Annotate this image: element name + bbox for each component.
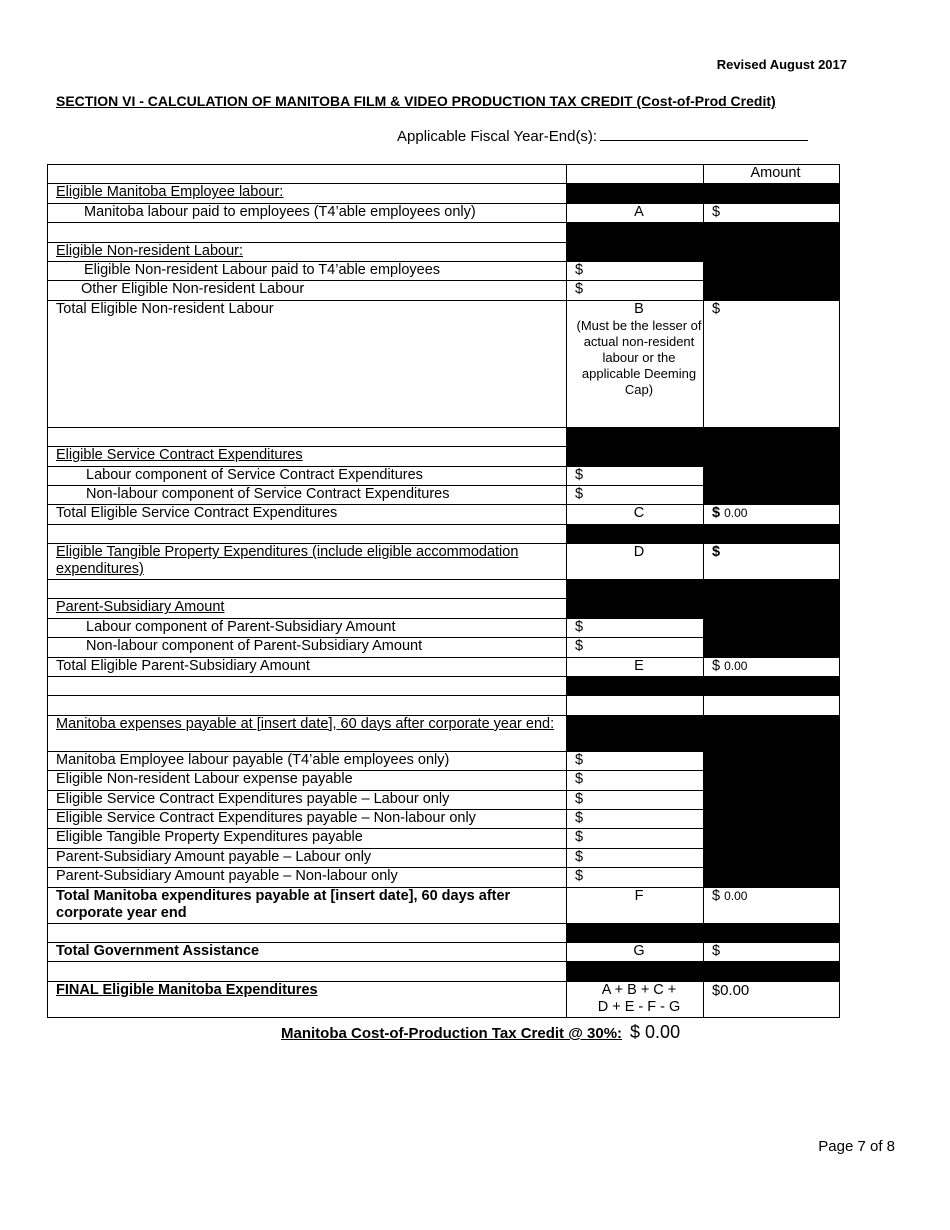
code-g: G bbox=[567, 942, 704, 961]
spacer-row bbox=[48, 696, 840, 715]
non-resident-heading: Eligible Non-resident Labour: bbox=[48, 242, 567, 261]
spacer-row bbox=[48, 524, 840, 543]
section-title: SECTION VI - CALCULATION OF MANITOBA FILM & VIDEO PRODUCTION TAX CREDIT (Cost-of-Prod Credit) bbox=[56, 93, 776, 109]
service-contract-total-label: Total Eligible Service Contract Expenditures bbox=[48, 505, 567, 524]
fiscal-year-end-blank[interactable] bbox=[600, 128, 808, 141]
payable-amount[interactable]: $ bbox=[567, 790, 704, 809]
tangible-property-label: Eligible Tangible Property Expenditures (include eligible accommodation expenditures) bbox=[48, 544, 567, 580]
service-contract-heading: Eligible Service Contract Expenditures bbox=[48, 447, 567, 466]
payable-amount[interactable]: $ bbox=[567, 809, 704, 828]
payable-label: Eligible Service Contract Expenditures payable – Labour only bbox=[48, 790, 567, 809]
table-row bbox=[48, 242, 840, 261]
payables-total-amount[interactable]: $ 0.00 bbox=[704, 887, 840, 923]
code-d: D bbox=[567, 544, 704, 580]
table-row bbox=[48, 981, 840, 1017]
table-row bbox=[48, 848, 840, 867]
page-number: Page 7 of 8 bbox=[818, 1138, 895, 1155]
payable-label: Eligible Tangible Property Expenditures payable bbox=[48, 829, 567, 848]
table-row bbox=[48, 599, 840, 618]
payable-label: Eligible Non-resident Labour expense payable bbox=[48, 771, 567, 790]
parent-subsidiary-nonlabour-amount[interactable]: $ bbox=[567, 638, 704, 657]
payable-amount[interactable]: $ bbox=[567, 751, 704, 770]
table-row bbox=[48, 657, 840, 676]
table-row bbox=[48, 715, 840, 751]
table-row bbox=[48, 868, 840, 887]
table-row bbox=[48, 485, 840, 504]
code-f: F bbox=[567, 887, 704, 923]
final-expenditures-label: FINAL Eligible Manitoba Expenditures bbox=[48, 981, 567, 1017]
table-row bbox=[48, 447, 840, 466]
table-row bbox=[48, 505, 840, 524]
employee-labour-amount[interactable]: $ bbox=[704, 203, 840, 222]
non-resident-other-amount[interactable]: $ bbox=[567, 281, 704, 300]
payable-label: Parent-Subsidiary Amount payable – Labour only bbox=[48, 848, 567, 867]
code-a: A bbox=[567, 203, 704, 222]
table-row bbox=[48, 184, 840, 203]
payable-label: Eligible Service Contract Expenditures payable – Non-labour only bbox=[48, 809, 567, 828]
table-row bbox=[48, 809, 840, 828]
table-row bbox=[48, 829, 840, 848]
table-row bbox=[48, 751, 840, 770]
payables-total-label: Total Manitoba expenditures payable at [insert date], 60 days after corporate year end bbox=[48, 887, 567, 923]
payable-amount[interactable]: $ bbox=[567, 848, 704, 867]
tax-credit-value: $ 0.00 bbox=[630, 1022, 681, 1042]
revision-note: Revised August 2017 bbox=[716, 57, 847, 72]
non-resident-total-label: Total Eligible Non-resident Labour bbox=[48, 300, 567, 427]
employee-labour-label: Manitoba labour paid to employees (T4’able employees only) bbox=[48, 203, 567, 222]
table-row bbox=[48, 281, 840, 300]
calculation-table bbox=[47, 164, 840, 1018]
payable-amount[interactable]: $ bbox=[567, 829, 704, 848]
spacer-row bbox=[48, 923, 840, 942]
spacer-row bbox=[48, 677, 840, 696]
table-row bbox=[48, 618, 840, 637]
tangible-property-amount[interactable]: $ bbox=[704, 544, 840, 580]
non-resident-total-amount[interactable]: $ bbox=[704, 300, 840, 427]
parent-subsidiary-total-label: Total Eligible Parent-Subsidiary Amount bbox=[48, 657, 567, 676]
table-row bbox=[48, 261, 840, 280]
service-contract-total-amount[interactable]: $ 0.00 bbox=[704, 505, 840, 524]
fiscal-year-end-label: Applicable Fiscal Year-End(s): bbox=[397, 128, 598, 145]
table-header-row bbox=[48, 165, 840, 184]
table-row bbox=[48, 638, 840, 657]
service-contract-labour-amount[interactable]: $ bbox=[567, 466, 704, 485]
payable-amount[interactable]: $ bbox=[567, 771, 704, 790]
service-contract-nonlabour-amount[interactable]: $ bbox=[567, 485, 704, 504]
code-b-note: (Must be the lesser of actual non-resident labour or the applicable Deeming Cap) bbox=[576, 317, 702, 397]
table-row bbox=[48, 466, 840, 485]
table-row bbox=[48, 790, 840, 809]
parent-subsidiary-total-amount[interactable]: $ 0.00 bbox=[704, 657, 840, 676]
non-resident-t4-amount[interactable]: $ bbox=[567, 261, 704, 280]
payables-heading: Manitoba expenses payable at [insert date], 60 days after corporate year end: bbox=[48, 715, 567, 751]
payable-amount[interactable]: $ bbox=[567, 868, 704, 887]
non-resident-t4-label: Eligible Non-resident Labour paid to T4’able employees bbox=[48, 261, 567, 280]
final-expenditures-amount[interactable]: $0.00 bbox=[704, 981, 840, 1017]
payable-label: Manitoba Employee labour payable (T4’able employees only) bbox=[48, 751, 567, 770]
spacer-row bbox=[48, 580, 840, 599]
government-assistance-label: Total Government Assistance bbox=[48, 942, 567, 961]
amount-header: Amount bbox=[704, 165, 840, 184]
service-contract-labour-label: Labour component of Service Contract Expenditures bbox=[48, 466, 567, 485]
parent-subsidiary-nonlabour-label: Non-labour component of Parent-Subsidiary Amount bbox=[48, 638, 567, 657]
parent-subsidiary-labour-amount[interactable]: $ bbox=[567, 618, 704, 637]
employee-labour-heading: Eligible Manitoba Employee labour: bbox=[48, 184, 567, 203]
table-row bbox=[48, 887, 840, 923]
table-row bbox=[48, 544, 840, 580]
tax-credit-line bbox=[281, 1022, 680, 1043]
table-row bbox=[48, 300, 840, 427]
tax-credit-label: Manitoba Cost-of-Production Tax Credit @ 30%: bbox=[281, 1025, 623, 1042]
payable-label: Parent-Subsidiary Amount payable – Non-labour only bbox=[48, 868, 567, 887]
table-row bbox=[48, 771, 840, 790]
final-formula: A + B + C + D + E - F - G bbox=[567, 981, 704, 1017]
table-row bbox=[48, 203, 840, 222]
code-c: C bbox=[567, 505, 704, 524]
service-contract-nonlabour-label: Non-labour component of Service Contract Expenditures bbox=[48, 485, 567, 504]
code-b: B (Must be the lesser of actual non-resident labour or the applicable Deeming Cap) bbox=[567, 300, 704, 427]
spacer-row bbox=[48, 223, 840, 242]
spacer-row bbox=[48, 427, 840, 446]
parent-subsidiary-labour-label: Labour component of Parent-Subsidiary Amount bbox=[48, 618, 567, 637]
code-e: E bbox=[567, 657, 704, 676]
non-resident-other-label: Other Eligible Non-resident Labour bbox=[48, 281, 567, 300]
parent-subsidiary-heading: Parent-Subsidiary Amount bbox=[48, 599, 567, 618]
spacer-row bbox=[48, 962, 840, 981]
table-row bbox=[48, 942, 840, 961]
fiscal-year-end-field[interactable] bbox=[397, 128, 808, 145]
government-assistance-amount[interactable]: $ bbox=[704, 942, 840, 961]
